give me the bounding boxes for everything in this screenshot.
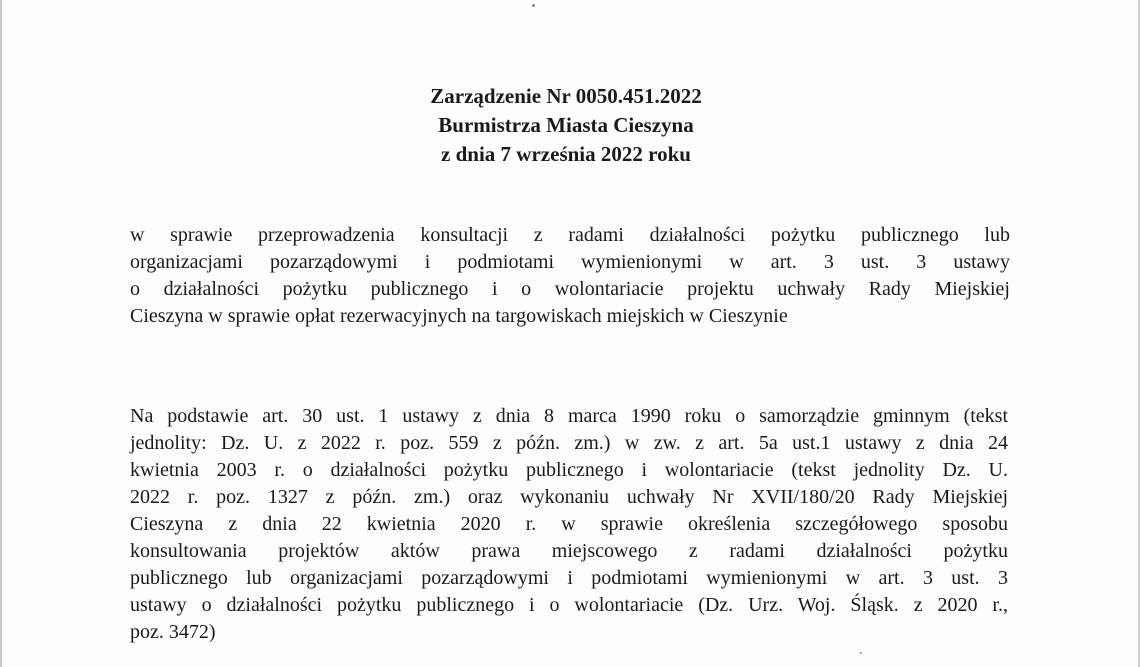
- body-line: konsultowania projektów aktów prawa miejscowego z radami działalności pożytku: [130, 540, 1008, 562]
- title-line: Burmistrza Miasta Cieszyna: [438, 113, 694, 137]
- body-line: 2022 r. poz. 1327 z późn. zm.) oraz wykonaniu uchwały Nr XVII/180/20 Rady Miejskiej: [130, 486, 1008, 508]
- document-subject: [130, 222, 1010, 330]
- body-line: Na podstawie art. 30 ust. 1 ustawy z dnia 8 marca 1990 roku o samorządzie gminnym (tekst: [130, 405, 1008, 427]
- scan-speck: [860, 652, 862, 654]
- body-line: Cieszyna z dnia 22 kwietnia 2020 r. w sprawie określenia szczegółowego sposobu: [130, 513, 1008, 535]
- title-line: Zarządzenie Nr 0050.451.2022: [430, 84, 702, 108]
- document-title: [0, 82, 1132, 169]
- subject-line: o działalności pożytku publicznego i o wolontariacie projektu uchwały Rady Miejskiej: [130, 278, 1010, 300]
- body-line: ustawy o działalności pożytku publicznego i o wolontariacie (Dz. Urz. Woj. Śląsk. z 2020 r.,: [130, 594, 1008, 616]
- body-line: kwietnia 2003 r. o działalności pożytku publicznego i wolontariacie (tekst jednolity Dz. U.: [130, 459, 1008, 481]
- body-line: poz. 3472): [130, 621, 216, 643]
- body-line: jednolity: Dz. U. z 2022 r. poz. 559 z późn. zm.) w zw. z art. 5a ust.1 ustawy z dnia 24: [130, 432, 1008, 454]
- subject-line: Cieszyna w sprawie opłat rezerwacyjnych na targowiskach miejskich w Cieszynie: [130, 305, 788, 327]
- legal-basis-paragraph: [130, 403, 1008, 646]
- body-line: publicznego lub organizacjami pozarządowymi i podmiotami wymienionymi w art. 3 ust. 3: [130, 567, 1008, 589]
- scan-speck: [532, 4, 535, 7]
- subject-line: organizacjami pozarządowymi i podmiotami wymienionymi w art. 3 ust. 3 ustawy: [130, 251, 1010, 273]
- title-line: z dnia 7 września 2022 roku: [441, 142, 691, 166]
- subject-line: w sprawie przeprowadzenia konsultacji z radami działalności pożytku publicznego lub: [130, 224, 1010, 246]
